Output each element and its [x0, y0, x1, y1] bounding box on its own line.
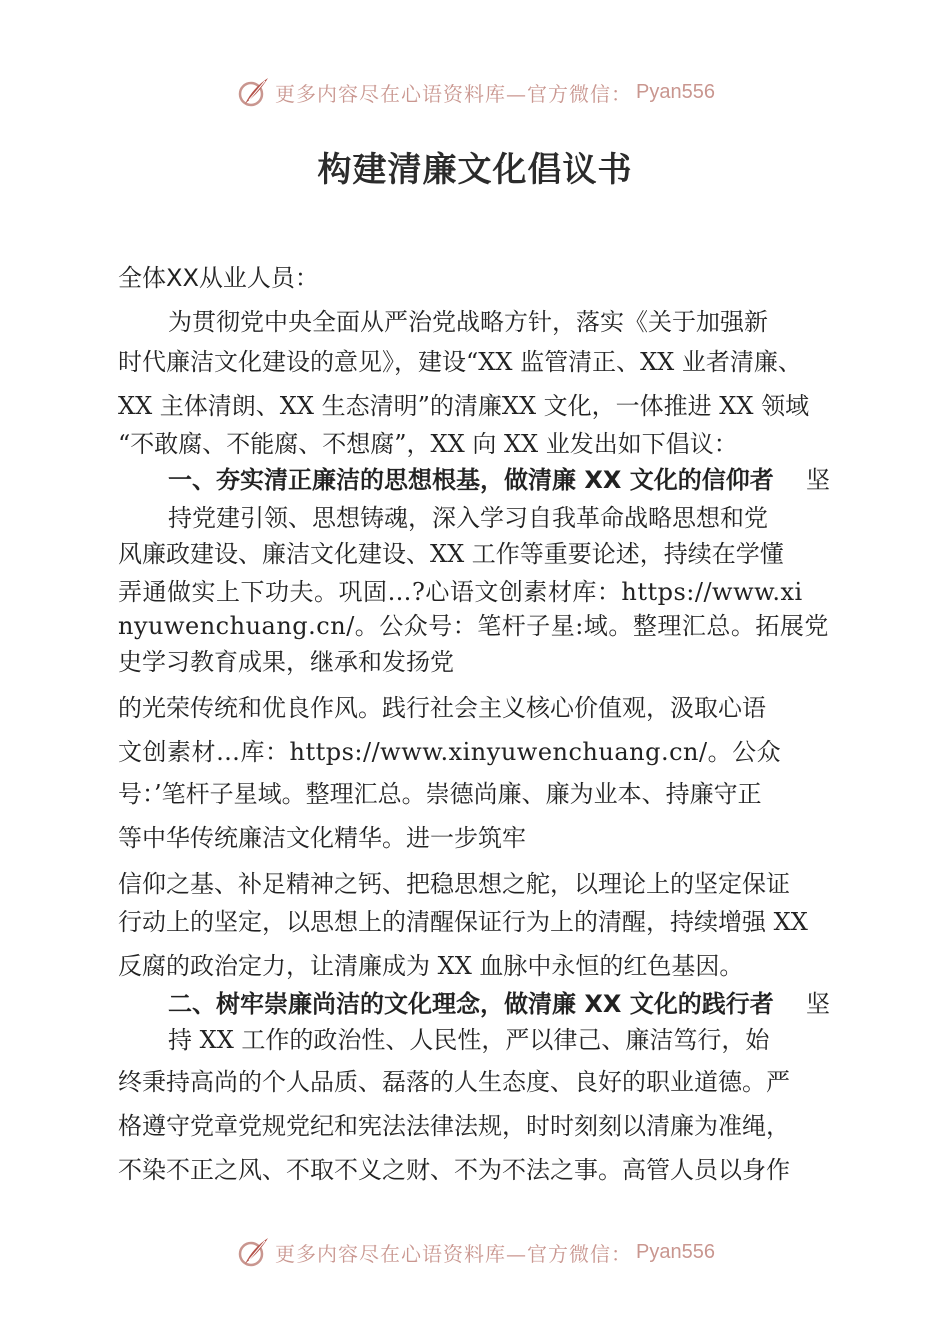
feather-quill-logo-icon	[235, 74, 271, 110]
banner-text: 更多内容尽在心语资料库—官方微信：	[275, 81, 633, 106]
paragraph-line: “不敢腐、不能腐、不想腐”，XX 向 XX 业发出如下倡议：	[118, 430, 738, 458]
paragraph-line: 不染不正之风、不取不义之财、不为不法之事。高管人员以身作	[118, 1156, 790, 1184]
document-title: 构建清廉文化倡议书	[317, 150, 633, 190]
paragraph-line: 史学习教育成果，继承和发扬党	[118, 648, 454, 676]
paragraph-line: 等中华传统廉洁文化精华。进一步筑牢	[118, 824, 526, 852]
paragraph-line: 风廉政建设、廉洁文化建设、XX 工作等重要论述，持续在学懂	[118, 540, 784, 568]
section-heading-2: 二、树牢崇廉尚洁的文化理念，做清廉 XX 文化的践行者	[168, 990, 774, 1018]
paragraph-line: 持 XX 工作的政治性、人民性，严以律己、廉洁笃行，始	[168, 1026, 770, 1054]
paragraph-line: 时代廉洁文化建设的意见》，建设“XX 监管清正、XX 业者清廉、	[118, 348, 802, 376]
heading-trailing-char: 坚	[806, 990, 830, 1018]
banner-text: 更多内容尽在心语资料库—官方微信：	[275, 1241, 633, 1266]
salutation: 全体XX从业人员：	[118, 264, 319, 292]
paragraph-line: XX 主体清朗、XX 生态清明”的清廉XX 文化，一体推进 XX 领域	[118, 392, 810, 420]
banner-wechat-id: Pyan556	[636, 1240, 715, 1263]
paragraph-line: 反腐的政治定力，让清廉成为 XX 血脉中永恒的红色基因。	[118, 952, 744, 980]
top-watermark-banner	[0, 72, 950, 112]
paragraph-line: 为贯彻党中央全面从严治党战略方针，落实《关于加强新	[168, 308, 768, 336]
section-heading-1: 一、夯实清正廉洁的思想根基，做清廉 XX 文化的信仰者	[168, 466, 774, 494]
paragraph-line: nyuwenchuang.cn/。公众号：笔杆子星:域。整理汇总。拓展党	[118, 612, 829, 640]
feather-quill-logo-icon	[235, 1234, 271, 1270]
paragraph-line: 的光荣传统和优良作风。践行社会主义核心价值观，汲取心语	[118, 694, 766, 722]
paragraph-line: 行动上的坚定，以思想上的清醒保证行为上的清醒，持续增强 XX	[118, 908, 808, 936]
paragraph-line: 信仰之基、补足精神之钙、把稳思想之舵，以理论上的坚定保证	[118, 870, 790, 898]
paragraph-line: 文创素材…库：https://www.xinyuwenchuang.cn/。公众	[118, 738, 782, 766]
paragraph-line: 终秉持高尚的个人品质、磊落的人生态度、良好的职业道德。严	[118, 1068, 790, 1096]
paragraph-line: 持党建引领、思想铸魂，深入学习自我革命战略思想和党	[168, 504, 768, 532]
banner-wechat-id: Pyan556	[636, 80, 715, 103]
paragraph-line: 格遵守党章党规党纪和宪法法律法规，时时刻刻以清廉为准绳，	[118, 1112, 790, 1140]
bottom-watermark-banner	[0, 1232, 950, 1272]
heading-trailing-char: 坚	[806, 466, 830, 494]
paragraph-line: 号：’笔杆子星域。整理汇总。崇德尚廉、廉为业本、持廉守正	[118, 780, 762, 808]
paragraph-line: 弄通做实上下功夫。巩固…?心语文创素材库：https://www.xi	[118, 578, 803, 606]
